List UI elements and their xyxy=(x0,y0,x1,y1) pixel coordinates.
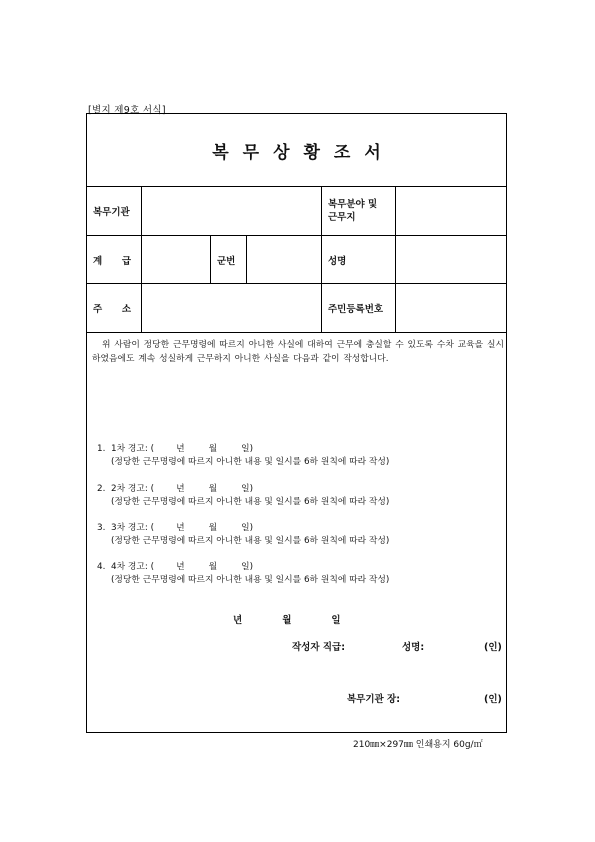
service-number-label: 군번 xyxy=(211,236,247,283)
warning-year: 년 xyxy=(176,484,185,494)
warning-note: (정당한 근무명령에 따르지 아니한 내용 및 일시를 6하 원칙에 따라 작성) xyxy=(111,457,390,467)
agency-value-field[interactable] xyxy=(142,187,322,235)
table-row-rank xyxy=(87,236,506,284)
warning-date xyxy=(154,443,253,456)
warning-number: 2. xyxy=(97,484,106,494)
warning-year: 년 xyxy=(176,444,185,454)
agency-head-label: 복무기관 장: xyxy=(347,694,400,705)
paper-spec-note: 210㎜×297㎜ 인쇄용지 60g/㎡ xyxy=(353,740,483,750)
warning-label: 3차 경고: ( xyxy=(111,523,155,533)
address-value-field[interactable] xyxy=(142,284,322,332)
warning-item xyxy=(97,483,389,509)
signature-year: 년 xyxy=(233,615,243,626)
warning-date xyxy=(154,561,253,574)
warning-note: (정당한 근무명령에 따르지 아니한 내용 및 일시를 6하 원칙에 따라 작성) xyxy=(111,536,390,546)
service-number-value-field[interactable] xyxy=(247,236,322,283)
warning-label: 2차 경고: ( xyxy=(111,484,155,494)
table-row-agency xyxy=(87,187,506,236)
warning-year: 년 xyxy=(176,523,185,533)
warning-date xyxy=(154,483,253,496)
warning-item xyxy=(97,443,389,469)
warning-item xyxy=(97,561,389,587)
service-field-label-line2: 근무지 xyxy=(328,212,356,223)
warning-label: 4차 경고: ( xyxy=(111,562,155,572)
address-label-char-2: 소 xyxy=(121,304,131,315)
warning-year: 년 xyxy=(176,562,185,572)
warning-day: 일) xyxy=(241,562,254,572)
rank-label-char-2: 급 xyxy=(121,255,131,267)
warning-month: 월 xyxy=(208,484,218,494)
warning-number: 1. xyxy=(97,444,106,454)
signature-month: 월 xyxy=(282,615,292,626)
signature-date xyxy=(233,612,341,626)
warning-month: 월 xyxy=(208,444,218,454)
form-frame xyxy=(86,113,507,733)
warning-day: 일) xyxy=(241,484,254,494)
warning-number: 3. xyxy=(97,523,106,533)
warning-day: 일) xyxy=(241,523,254,533)
signature-day: 일 xyxy=(331,615,341,626)
rank-value-field[interactable] xyxy=(142,236,211,283)
table-row-address xyxy=(87,284,506,333)
warning-item xyxy=(97,522,389,548)
writer-seal-mark: (인) xyxy=(484,642,502,653)
name-value-field[interactable] xyxy=(396,236,508,283)
name-label: 성명 xyxy=(322,236,396,283)
writer-name-label: 성명: xyxy=(402,642,425,653)
service-field-value-field[interactable] xyxy=(396,187,508,235)
resident-number-label: 주민등록번호 xyxy=(322,284,396,332)
warning-number: 4. xyxy=(97,562,106,572)
agency-head-seal-mark: (인) xyxy=(484,694,502,705)
warning-month: 월 xyxy=(208,562,218,572)
address-label-char-1: 주 xyxy=(93,304,103,315)
warning-day: 일) xyxy=(241,444,254,454)
resident-number-value-field[interactable] xyxy=(396,284,508,332)
address-label xyxy=(87,284,142,332)
warning-label: 1차 경고: ( xyxy=(111,444,155,454)
intro-paragraph: 위 사람이 정당한 근무명령에 따르지 아니한 사실에 대하여 근무에 충실할 수 있도록 수차 교육을 실시하였음에도 계속 성실하게 근무하지 아니한 사실을 다음과 같이 작성합니다. xyxy=(92,340,504,364)
warning-month: 월 xyxy=(208,523,218,533)
writer-rank-label: 작성자 직급: xyxy=(292,642,345,653)
warning-note: (정당한 근무명령에 따르지 아니한 내용 및 일시를 6하 원칙에 따라 작성) xyxy=(111,575,390,585)
warning-note: (정당한 근무명령에 따르지 아니한 내용 및 일시를 6하 원칙에 따라 작성) xyxy=(111,497,390,507)
rank-label xyxy=(87,236,142,283)
form-title: 복무상황조서 xyxy=(87,114,506,187)
service-field-label-line1: 복무분야 및 xyxy=(328,199,378,210)
service-field-label xyxy=(322,187,396,235)
form-number-label: [별지 제9호 서식] xyxy=(88,105,166,116)
warning-date xyxy=(154,522,253,535)
rank-label-char-1: 계 xyxy=(93,255,103,267)
agency-label: 복무기관 xyxy=(87,187,142,235)
